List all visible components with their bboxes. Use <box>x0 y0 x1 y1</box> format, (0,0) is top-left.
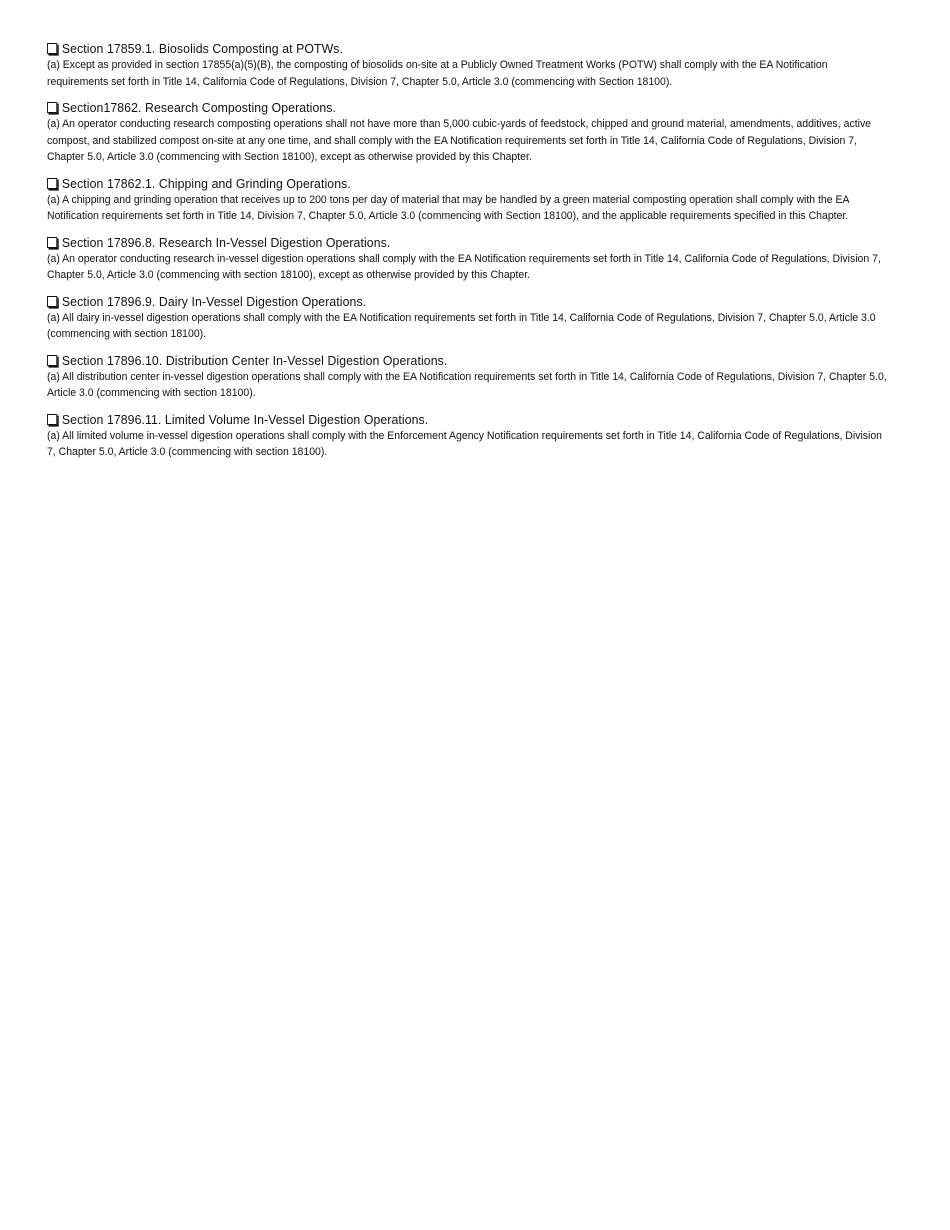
section-text: (a) All distribution center in-vessel digestion operations shall comply with the EA Notification requirements set forth in Title 14, California Code of Regulations, Division 7, Chapter 5.0, Article 3.0 (commencing with section 18100). <box>47 370 887 399</box>
section-heading <box>47 234 831 251</box>
section-17859-1 <box>47 40 890 90</box>
section-title: Section 17896.11. Limited Volume In-Vessel Digestion Operations. <box>61 411 429 427</box>
section-text: (a) An operator conducting research composting operations shall not have more than 5,000 cubic-yards of feedstock, chipped and ground material, amendments, additives, active compost, and stabilized compost on-site at any one time, and shall comply with the EA Notification requirements set forth in Title 14, California Code of Regulations, Division 7, Chapter 5.0, Article 3.0 (commencing with Section 18100), except as otherwise provided by this Chapter. <box>47 118 872 163</box>
section-text: (a) All dairy in-vessel digestion operations shall comply with the EA Notification requirements set forth in Title 14, California Code of Regulations, Division 7, Chapter 5.0, Article 3.0 (commencing with section 18100). <box>47 311 876 340</box>
section-heading <box>47 411 831 428</box>
section-17896-9 <box>47 293 890 343</box>
section-title: Section 17896.10. Distribution Center In-Vessel Digestion Operations. <box>61 352 448 368</box>
checkbox-icon[interactable] <box>47 237 57 248</box>
section-17862 <box>47 99 890 166</box>
section-text: (a) An operator conducting research in-vessel digestion operations shall comply with the EA Notification requirements set forth in Title 14, California Code of Regulations, Division 7, Chapter 5.0, Article 3.0 (commencing with section 18100), except as otherwise provided by this Chapter. <box>47 252 881 281</box>
section-title: Section 17896.9. Dairy In-Vessel Digestion Operations. <box>61 293 367 309</box>
section-heading <box>47 40 831 57</box>
section-heading <box>47 352 831 369</box>
section-17896-10 <box>47 352 890 402</box>
section-17896-8 <box>47 234 890 284</box>
section-text: (a) All limited volume in-vessel digestion operations shall comply with the Enforcement Agency Notification requirements set forth in Title 14, California Code of Regulations, Division 7, Chapter 5.0, Article 3.0 (commencing with section 18100). <box>47 429 883 458</box>
section-title: Section 17896.8. Research In-Vessel Digestion Operations. <box>61 234 391 250</box>
checkbox-icon[interactable] <box>47 296 57 307</box>
section-17862-1 <box>47 175 890 225</box>
checkbox-icon[interactable] <box>47 102 57 113</box>
checkbox-icon[interactable] <box>47 178 57 189</box>
section-heading <box>47 175 831 192</box>
section-heading <box>47 293 831 310</box>
section-text: (a) Except as provided in section 17855(a)(5)(B), the composting of biosolids on-site at a Publicly Owned Treatment Works (POTW) shall comply with the EA Notification requirements set forth in Title 14, California Code of Regulations, Division 7, Chapter 5.0, Article 3.0 (commencing with Section 18100). <box>47 59 828 88</box>
section-17896-11 <box>47 411 890 461</box>
checkbox-icon[interactable] <box>47 355 57 366</box>
checkbox-icon[interactable] <box>47 43 57 54</box>
document-page <box>47 40 890 470</box>
section-heading <box>47 99 831 116</box>
section-title: Section17862. Research Composting Operations. <box>61 100 337 115</box>
checkbox-icon[interactable] <box>47 414 57 425</box>
section-title: Section 17859.1. Biosolids Composting at POTWs. <box>61 41 344 56</box>
section-text: (a) A chipping and grinding operation that receives up to 200 tons per day of material that may be handled by a green material composting operation shall comply with the EA Notification requirements set forth in Title 14, Division 7, Chapter 5.0, Article 3.0 (commencing with Section 18100), and the applicable requirements specified in this Chapter. <box>47 193 849 222</box>
section-title: Section 17862.1. Chipping and Grinding Operations. <box>61 175 351 191</box>
